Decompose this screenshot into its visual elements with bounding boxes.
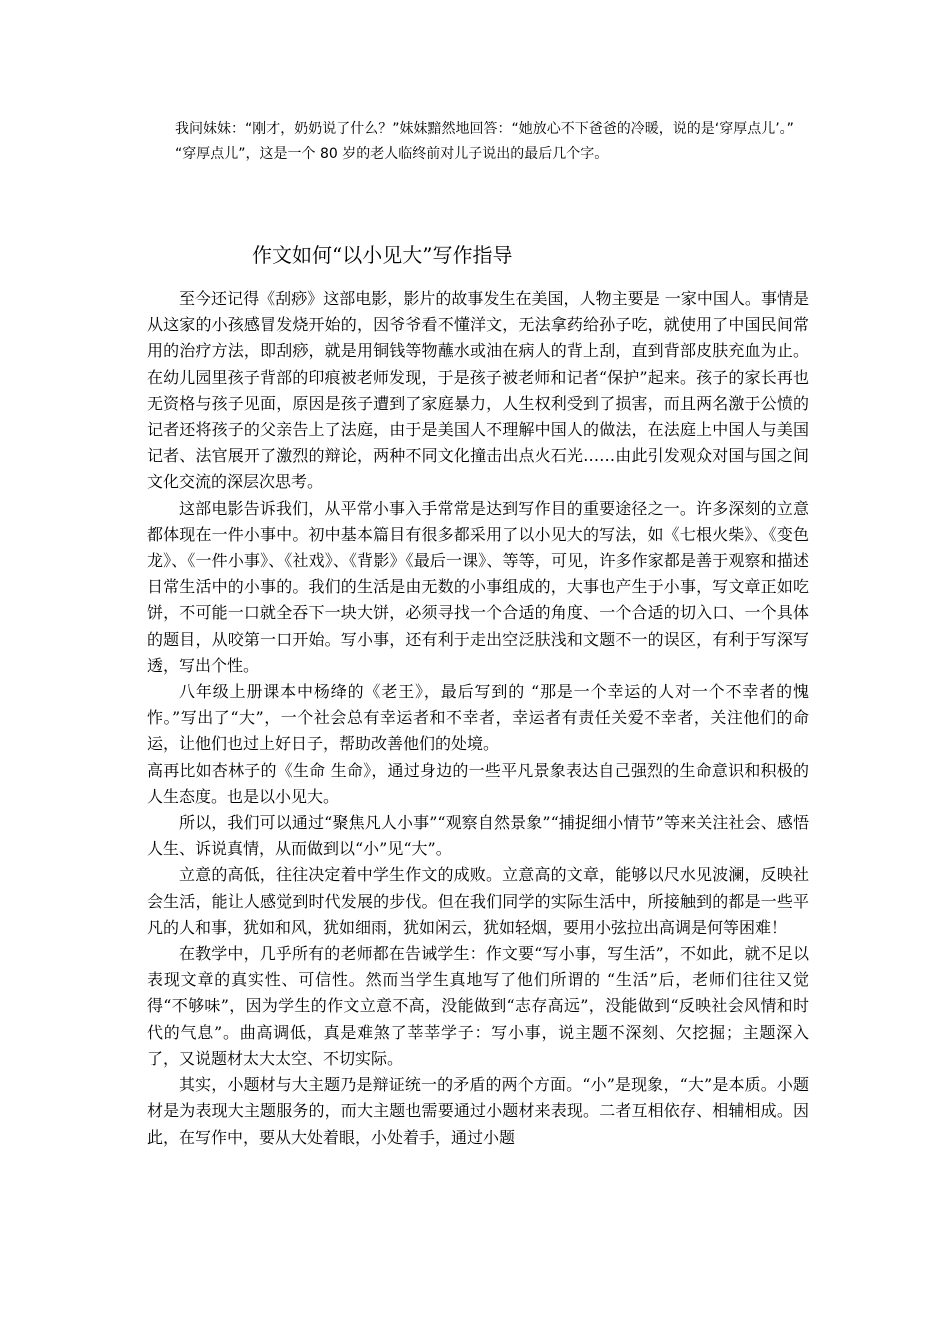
story-ending-section [147, 117, 807, 166]
body-paragraph-6: 立意的高低，往往决定着中学生作文的成败。立意高的文章，能够以尺水见波澜，反映社会生活，能让人感觉到时代发展的步伐。但在我们同学的实际生活中，所接触到的都是一些平凡的人和事，犹如和风，犹如细雨，犹如闲云，犹如轻烟，要用小弦拉出高调是何等困难！ [147, 865, 809, 937]
body-paragraph-2: 这部电影告诉我们，从平常小事入手常常是达到写作目的重要途径之一。许多深刻的立意都体现在一件小事中。初中基本篇目有很多都采用了以小见大的写法，如《七根火柴》、《变色龙》、《一件小事》、《社戏》、《背影》《最后一课》、等等，可见，许多作家都是善于观察和描述日常生活中的小事的。我们的生活是由无数的小事组成的，大事也产生于小事，写文章正如吃饼，不可能一口就全吞下一块大饼，必须寻找一个合适的角度、一个合适的切入口、一个具体的题目，从咬第一口开始。写小事，还有利于走出空泛肤浅和文题不一的误区，有利于写深写透，写出个性。 [147, 498, 809, 675]
article-title: 作文如何“以小见大”写作指导 [252, 243, 513, 267]
article-body [147, 286, 809, 1151]
body-paragraph-7: 在教学中，几乎所有的老师都在告诫学生：作文要“写小事，写生活”，不如此，就不足以表现文章的真实性、可信性。然而当学生真地写了他们所谓的 “生活”后，老师们往往又觉得“不够味”，因为学生的作文立意不高，没能做到“志存高远”，没能做到“反映社会风情和时代的气息”。曲高调低，真是难煞了莘莘学子：写小事，说主题不深刻、欠挖掘；主题深入了，又说题材太大太空、不切实际。 [147, 944, 809, 1068]
body-paragraph-5: 所以，我们可以通过“聚焦凡人小事”“观察自然景象”“捕捉细小情节”等来关注社会、感悟人生、诉说真情，从而做到以“小”见“大”。 [147, 813, 809, 859]
body-paragraph-1: 至今还记得《刮痧》这部电影，影片的故事发生在美国，人物主要是 一家中国人。事情是从这家的小孩感冒发烧开始的，因爷爷看不懂洋文，无法拿药给孙子吃，就使用了中国民间常用的治疗方法，即刮痧，就是用铜钱等物蘸水或油在病人的背上刮，直到背部皮肤充血为止。在幼儿园里孩子背部的印痕被老师发现，于是孩子被老师和记者“保护”起来。孩子的家长再也无资格与孩子见面，原因是孩子遭到了家庭暴力，人生权利受到了损害，而且两名激于公愤的记者还将孩子的父亲告上了法庭，由于是美国人不理解中国人的做法，在法庭上中国人与美国记者、法官展开了激烈的辩论，两种不同文化撞击出点火石光……由此引发观众对国与国之间文化交流的深层次思考。 [147, 289, 809, 492]
closing-paragraph: “穿厚点儿”，这是一个 80 岁的老人临终前对儿子说出的最后几个字。 [175, 145, 609, 162]
body-paragraph-3: 八年级上册课本中杨绛的《老王》，最后写到的 “那是一个幸运的人对一个不幸者的愧怍。”写出了“大”，一个社会总有幸运者和不幸者，幸运者有责任关爱不幸者，关注他们的命运，让他们也过上好日子，帮助改善他们的处境。 [147, 682, 809, 754]
body-paragraph-8: 其实，小题材与大主题乃是辩证统一的矛盾的两个方面。“小”是现象，“大”是本质。小题材是为表现大主题服务的，而大主题也需要通过小题材来表现。二者互相依存、相辅相成。因此，在写作中，要从大处着眼，小处着手，通过小题 [147, 1075, 809, 1147]
body-paragraph-4: 高再比如杏林子的《生命 生命》，通过身边的一些平凡景象表达自己强烈的生命意识和积极的人生态度。也是以小见大。 [147, 760, 809, 806]
dialogue-paragraph: 我问妹妹：“刚才，奶奶说了什么？”妹妹黯然地回答：“她放心不下爸爸的冷暖，说的是‘穿厚点儿’。” [175, 121, 794, 137]
